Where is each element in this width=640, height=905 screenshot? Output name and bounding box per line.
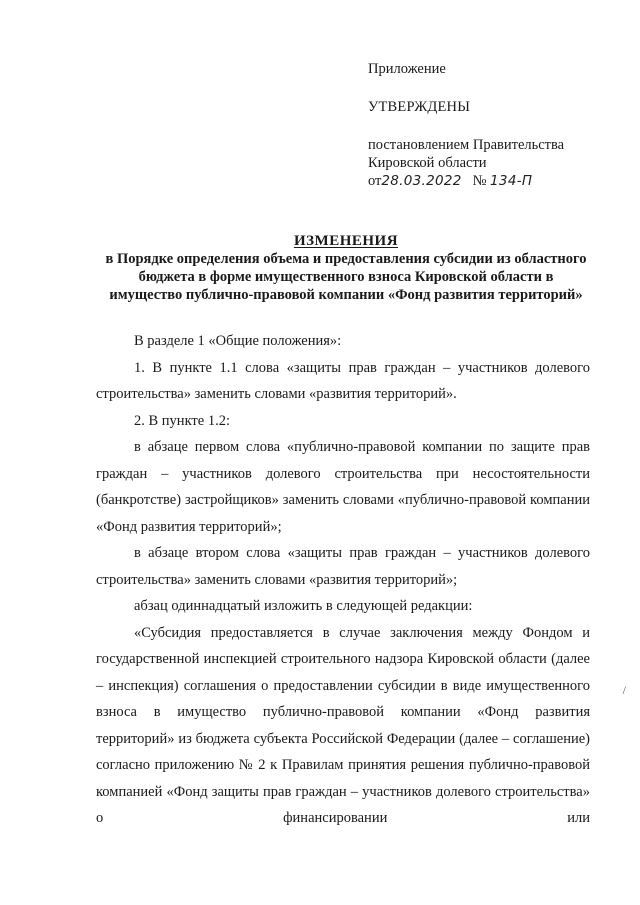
document-subtitle-line-3: имущество публично-правовой компании «Фонд развития территорий» (109, 287, 583, 303)
decree-reference (368, 136, 618, 190)
appendix-label: Приложение (368, 61, 446, 77)
paragraph-eleventh-abzac: абзац одиннадцатый изложить в следующей редакции: (134, 598, 473, 614)
paragraph-item-2: 2. В пункте 1.2: (134, 412, 230, 429)
handwritten-date: 28.03.2022 (381, 173, 462, 189)
decree-line-2: Кировской области (368, 155, 487, 171)
document-body (96, 328, 590, 832)
paragraph-first-abzac: в абзаце первом слова «публично-правовой компании по защите прав граждан – участников долевого строительства при несостоятельности (банкротстве) застройщиков» заменить словами «публично-правовой компании «Фонд развития территорий»; (96, 439, 590, 535)
date-prefix: от (368, 173, 382, 189)
document-subtitle-line-2: бюджета в форме имущественного взноса Кировской области в (138, 269, 554, 285)
approved-label: УТВЕРЖДЕНЫ (368, 99, 471, 115)
paragraph-section-1: В разделе 1 «Общие положения»: (134, 333, 342, 349)
document-subtitle-line-1: в Порядке определения объема и предоставления субсидии из областного (105, 251, 587, 267)
document-title: ИЗМЕНЕНИЯ (293, 233, 399, 249)
paragraph-second-abzac: в абзаце втором слова «защиты прав граждан – участников долевого строительства» заменить словами «развития территорий»; (96, 545, 590, 588)
margin-mark: / (622, 683, 626, 697)
paragraph-item-1: 1. В пункте 1.1 слова «защиты прав граждан – участников долевого строительства» заменить словами «развития территорий». (96, 359, 590, 402)
approval-stamp-block (368, 60, 618, 190)
document-heading (96, 232, 596, 304)
date-number-line (368, 172, 618, 190)
decree-line-1: постановлением Правительства (368, 137, 565, 153)
number-prefix: № (472, 173, 487, 189)
handwritten-number: 134-П (490, 173, 533, 189)
paragraph-new-wording: «Субсидия предоставляется в случае заключения между Фондом и государственной инспекцией строительного надзора Кировской области (далее – инспекция) соглашения о предоставлении субсидии в виде имущественного взноса в имущество публично-правовой компании «Фонд развития территорий» из бюджета субъекта Российской Федерации (далее – соглашение) согласно приложению № 2 к Правилам принятия решения публично-правовой компанией «Фонд защиты прав граждан – участников долевого строительства» о финансировании или (96, 624, 590, 826)
